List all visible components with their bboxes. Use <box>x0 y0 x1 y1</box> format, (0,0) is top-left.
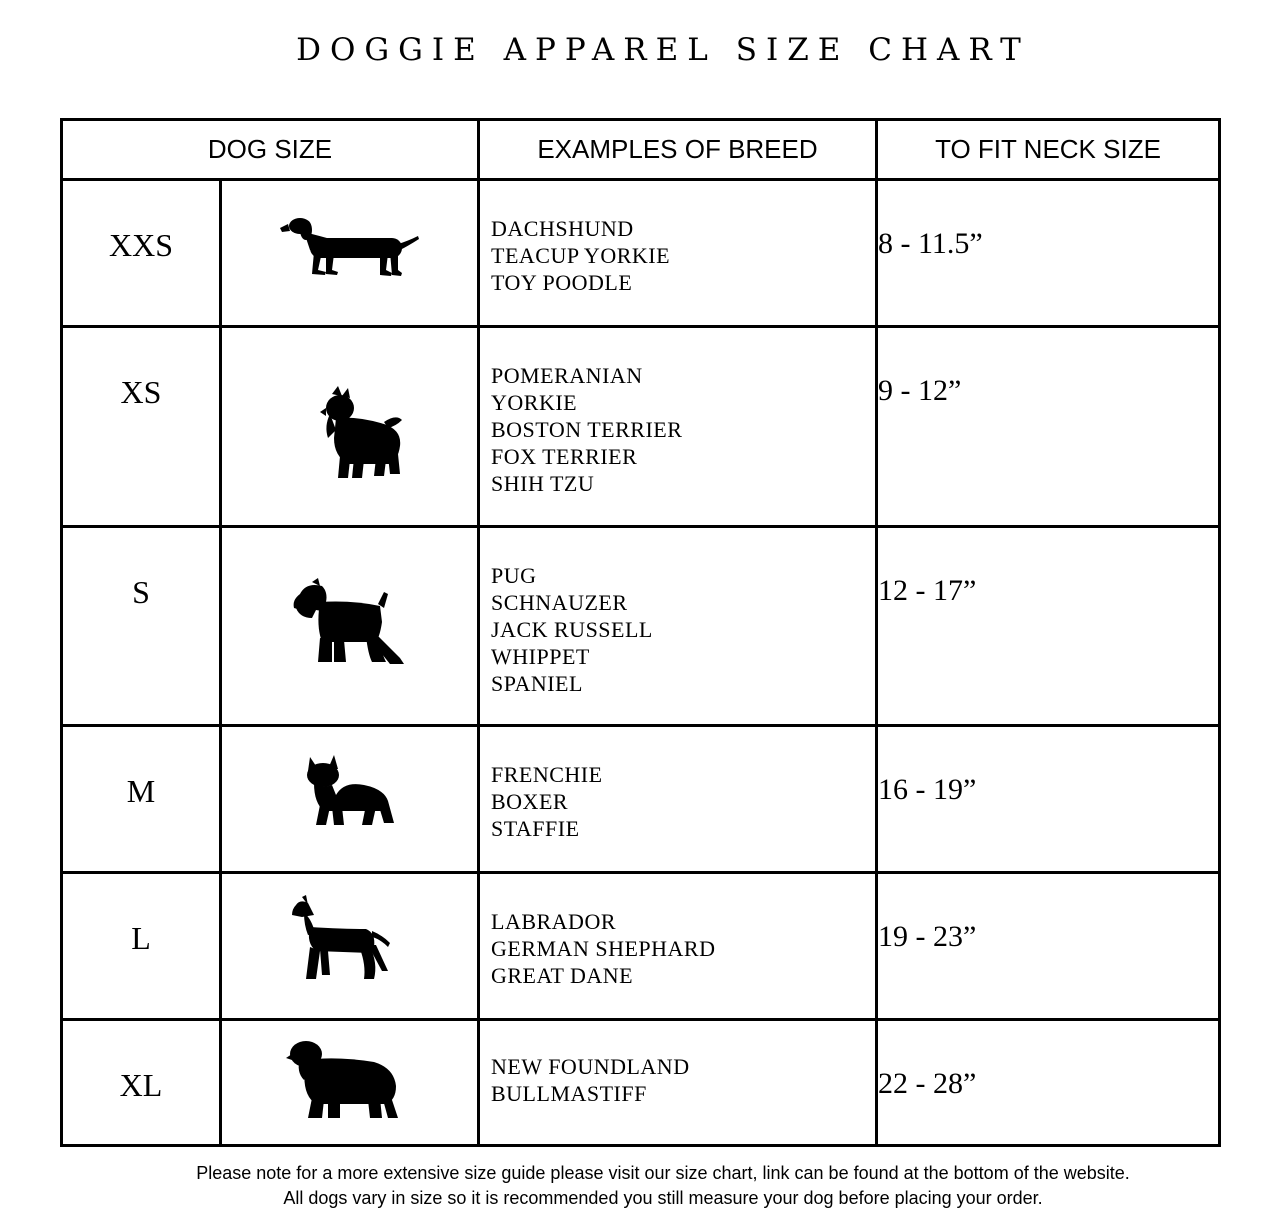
neck-size-cell <box>877 527 1220 726</box>
dachshund-silhouette-icon <box>280 210 420 280</box>
size-label: XL <box>119 1067 163 1103</box>
breed-name: LABRADOR <box>491 909 617 934</box>
neck-size-value: 8 - 11.5” <box>878 227 983 260</box>
table-row <box>62 726 1220 873</box>
breeds-cell <box>479 180 877 327</box>
neck-size-value: 9 - 12” <box>878 374 962 407</box>
table-row <box>62 527 1220 726</box>
header-row <box>62 120 1220 180</box>
french-bulldog-silhouette-icon <box>304 755 394 830</box>
breed-name: TEACUP YORKIE <box>491 243 671 268</box>
breed-name: GERMAN SHEPHARD <box>491 936 716 961</box>
breed-name: STAFFIE <box>491 816 580 841</box>
breeds-cell <box>479 527 877 726</box>
dog-image-cell <box>221 726 479 873</box>
newfoundland-silhouette-icon <box>286 1038 401 1120</box>
neck-size-cell <box>877 726 1220 873</box>
breed-name: FRENCHIE <box>491 762 603 787</box>
size-label: M <box>126 773 156 809</box>
schnauzer-silhouette-icon <box>292 578 407 668</box>
size-cell <box>62 527 221 726</box>
table-row <box>62 180 1220 327</box>
table-row <box>62 873 1220 1020</box>
note-line: Please note for a more extensive size guide please visit our size chart, link can be found at the bottom of the website. <box>196 1163 1130 1183</box>
header-neck-size: TO FIT NECK SIZE <box>877 120 1220 180</box>
breed-name: YORKIE <box>491 390 578 415</box>
neck-size-cell <box>877 327 1220 527</box>
breed-name: SCHNAUZER <box>491 590 628 615</box>
neck-size-value: 12 - 17” <box>878 574 977 607</box>
table-row <box>62 327 1220 527</box>
breed-list <box>480 528 875 697</box>
table-row <box>62 1020 1220 1146</box>
size-label: S <box>132 574 150 610</box>
breed-name: WHIPPET <box>491 644 590 669</box>
great-dane-silhouette-icon <box>292 895 392 983</box>
dog-image-cell <box>221 1020 479 1146</box>
size-chart-table <box>60 118 1221 1147</box>
size-cell <box>62 1020 221 1146</box>
breed-list <box>480 727 875 842</box>
dog-image-cell <box>221 873 479 1020</box>
breed-name: GREAT DANE <box>491 963 634 988</box>
breed-name: SPANIEL <box>491 671 583 696</box>
size-cell <box>62 726 221 873</box>
size-cell <box>62 873 221 1020</box>
breed-name: JACK RUSSELL <box>491 617 653 642</box>
breed-name: PUG <box>491 563 537 588</box>
size-cell <box>62 327 221 527</box>
breed-name: BULLMASTIFF <box>491 1081 647 1106</box>
neck-size-value: 22 - 28” <box>878 1067 977 1100</box>
breeds-cell <box>479 327 877 527</box>
breeds-cell <box>479 873 877 1020</box>
breed-name: NEW FOUNDLAND <box>491 1054 690 1079</box>
size-label: XXS <box>108 227 173 263</box>
breed-name: BOSTON TERRIER <box>491 417 683 442</box>
breed-name: SHIH TZU <box>491 471 595 496</box>
header-examples-of-breed: EXAMPLES OF BREED <box>479 120 877 180</box>
neck-size-cell <box>877 873 1220 1020</box>
size-cell <box>62 180 221 327</box>
neck-size-value: 16 - 19” <box>878 773 977 806</box>
breed-name: TOY POODLE <box>491 270 633 295</box>
breed-name: POMERANIAN <box>491 363 643 388</box>
size-label: XS <box>120 374 162 410</box>
size-label: L <box>131 920 151 956</box>
breed-list <box>480 328 875 497</box>
breed-name: DACHSHUND <box>491 216 634 241</box>
note-line: All dogs vary in size so it is recommended you still measure your dog before placing your order. <box>283 1188 1043 1208</box>
page-title: DOGGIE APPAREL SIZE CHART <box>296 32 1030 68</box>
dog-image-cell <box>221 527 479 726</box>
size-note <box>60 1161 1266 1211</box>
dog-image-cell <box>221 327 479 527</box>
neck-size-cell <box>877 1020 1220 1146</box>
dog-image-cell <box>221 180 479 327</box>
neck-size-cell <box>877 180 1220 327</box>
header-dog-size: DOG SIZE <box>62 120 479 180</box>
breeds-cell <box>479 1020 877 1146</box>
yorkie-silhouette-icon <box>318 386 408 481</box>
breed-name: BOXER <box>491 789 569 814</box>
breed-list <box>480 874 875 989</box>
neck-size-value: 19 - 23” <box>878 920 977 953</box>
breed-list <box>480 1021 875 1107</box>
breeds-cell <box>479 726 877 873</box>
breed-list <box>480 181 875 296</box>
breed-name: FOX TERRIER <box>491 444 638 469</box>
